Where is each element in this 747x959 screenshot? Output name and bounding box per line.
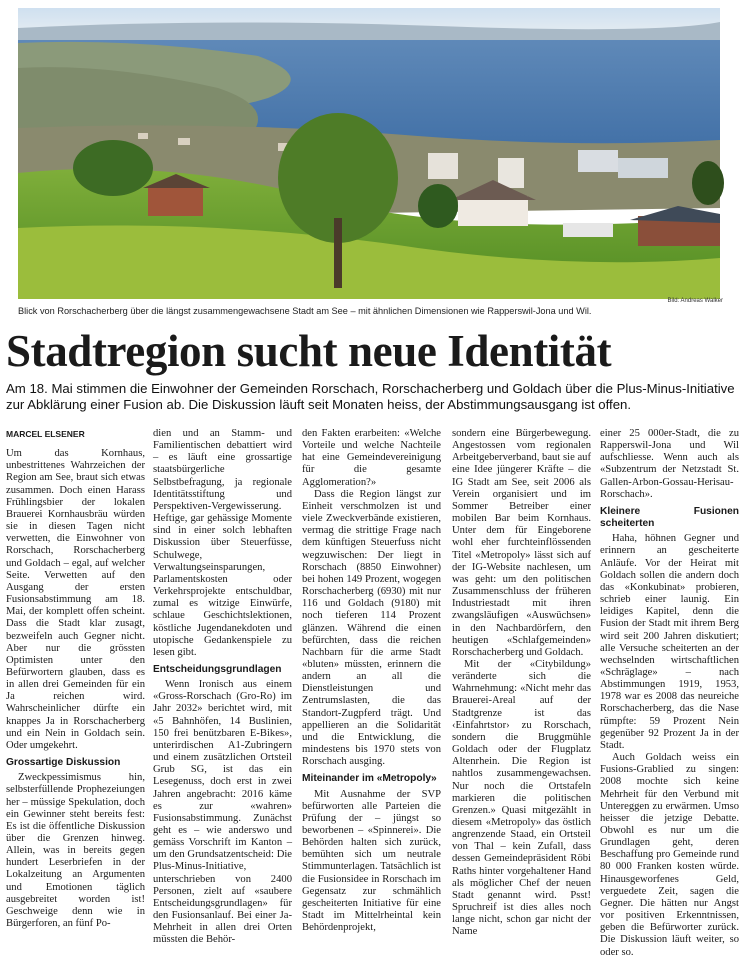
paragraph: dien und an Stamm- und Familientischen debattiert wird – es läuft eine grossartige staatsbürgerliche Selbstbefragung, ja regionale Identitätsstiftung und Perspektiven-Vergewisserung. Heftige, gar gehässige Momente sind in einer solch lebhaften Diskussion über Steuerfüsse, Schulwege, Verwaltungseinsparungen, Parlamentskosten oder Verkehrsprojekte entschuldbar, zumal es witzige Einwürfe, schlaue Geschichtslektionen, köstliche Jugendanekdoten und utopische Gedankenspiele zu lesen gibt. [153,428,292,658]
subheading: Grossartige Diskussion [6,757,121,769]
subheading: Entscheidungsgrundlagen [153,663,282,675]
column-3 [302,428,441,934]
paragraph: Haha, höhnen Gegner und erinnern an gescheiterte Anläufe. Vor der Heirat mit Goldach sollen die andern doch das «Konkubinat» probieren, schrieb einer launig. Ein leidiges Kapitel, denn die Fusion der Stadt mit ihrem Berg wird seit 200 Jahren diskutiert; alle Versuche scheiterten an der wechselnden wirtschaftlichen «Schräglage» – nach Abstimmungen 1919, 1953, 1978 war es 2008 das neureiche Rorschacherberg, das die Nase rümpfte: 59 Prozent Nein gegenüber 92 Prozent Ja in der Stadt. [600,533,739,751]
paragraph: Zweckpessimismus hin, selbsterfüllende Prophezeiungen her – müssige Spekulation, doch ein Gewinner steht bereits fest: Es ist die öffentliche Diskussion über die Grenzen hinweg. Allein, was in bereits gegen hundert Leserbriefen in der Lokalzeitung an Argumenten und Emotionen täglich ausgebreitet worden ist! Geschweige denn wie in Bürgerforen, an fünf Po- [6,772,145,930]
paragraph: einer 25 000er-Stadt, die zu Rapperswil-Jona und Wil aufschliesse. Wenn auch als «Subzentrum der Netzstadt St. Gallen-Arbon-Gossau-Herisau-Rorschach». [600,428,739,500]
column-1 [6,428,145,930]
photo-credit: Bild: Andreas Walker [667,298,723,304]
paragraph: sondern eine Bürgerbewegung. Angestossen vom regionalen Arbeitgeberverband, baut sie auf eine Idee jüngerer Kräfte – die IG Stadt am See, seit 2006 als Verein organisiert und im Sommer Betreiber einer mobilen Bar beim Kornhaus. Unter dem für Eingeborene wohl eher furchteinflössenden Titel «Metropoly» lässt sich auf der IG-Website nachlesen, um was geht: um den politischen Zusammenschluss der früheren Industriestadt mit ihren zwangsläufigen «Auswüchsen» in den Nachbardörfern, den heutigen «Schlafgemeinden» Rorschacherberg und Goldach. [452,428,591,658]
paragraph: den Fakten erarbeiten: «Welche Vorteile und welche Nachteile hat eine Gemeindevereinigung für die gesamte Agglomeration?» [302,428,441,488]
paragraph: Wenn Ironisch aus einem «Gross-Rorschach (Gro-Ro) im Jahr 2032» berichtet wird, mit «5 Bahnhöfen, 14 Buslinien, 150 frei benützbaren E-Bikes», unterirdischen A1-Zubringern und einem zusätzlichen Ortsteil Grub SG, ist das ein Lesegenuss, doch erst in zwei Jahren angebracht: 2016 käme es zur «wahren» Fusionsabstimmung. Zunächst geht es – wie anderswo und gemäss Vorschrift im Kanton – um den Grundsatzentscheid: Die Plus-Minus-Initiative, unterschrieben von 2400 Personen, zielt auf «saubere Entscheidungsgrundlagen» für den Fusionsanlauf. Bei einer Ja-Mehrheit in allen drei Orten müssten die Behör- [153,679,292,946]
photo-caption: Blick von Rorschacherberg über die längst zusammengewachsene Stadt am See – mit ähnlichen Dimensionen wie Rapperswil-Jona und Wil. [18,306,592,316]
paragraph: Dass die Region längst zur Einheit verschmolzen ist und viele Zweckverbände existieren, vermag die strittige Frage nach dem künftigen Steuerfuss nicht wegzuwischen: Der liegt in Rorschach (8850 Einwohner) bei hohen 149 Prozent, wogegen Rorschacherberg (6930) mit nur 116 und Goldach (9180) mit noch tieferen 114 Prozent glänzen. Während die einen befürchten, dass die reichen Nachbarn für die arme Stadt «bluten» müssten, erinnern die andern an all die Dienstleistungen und Zentrumslasten, die das Standort-Zugpferd trägt. Und appellieren an die Solidarität und die Entwicklung, die mindestens bis 1970 stets von Rorschach ausging. [302,488,441,768]
lead-paragraph: Am 18. Mai stimmen die Einwohner der Gemeinden Rorschach, Rorschacherberg und Goldach über die Plus-Minus-Initiative zur Abklärung einer Fusion ab. Die Diskussion läuft seit Monaten heiss, der Abstimmungsausgang ist offen. [6,381,735,412]
paragraph: Um das Kornhaus, unbestrittenes Wahrzeichen der Region am See, braut sich etwas zusammen. Doch einen Harass Frühlingsbier der lokalen Brauerei Kornhausbräu würden sie in diesen Tagen nicht verwetten, die Einwohner von Rorschach, Rorschacherberg und Goldach – egal, auf welcher Seite. Verwetten auf den Ausgang der ersten Fusionsabstimmung am 18. Mai, der komplett offen scheint. Dass die Stadt klar zusagt, bezweifeln auch Gegner nicht. Aber nur die grössten Optimisten unter den Befürwortern glauben, dass es in allen drei Gemeinden für ein Ja reichen wird. Wahrscheinlicher dürfte ein knappes Ja in Rorschacherberg und ein Nein in Goldach sein. Oder umgekehrt. [6,448,145,751]
landscape-photo [18,8,720,299]
column-5 [600,428,739,958]
headline: Stadtregion sucht neue Identität [6,326,612,376]
paragraph: Mit der «Citybildung» veränderte sich die Wahrnehmung: «Nicht mehr das Brauerei-Areal auf der Stadtgrenze ist das ‹Einfahrtstor› zu Rorschach, sondern die Bruggmühle Goldach oder der Flugplatz Altenrhein. Die Region ist nahtlos zusammengewachsen. Nur noch die Ortstafeln markieren die politischen Grenzen.» Quasi mitgezählt in diesem «Metropoly» das östlich angrenzende Staad, ein Ortsteil von Thal – kein Zufall, dass dessen Gemeindepräsident Röbi Raths hinter vorgehaltener Hand als möglicher Chef der neuen Stadt genannt wird. Psst! Spruchreif ist dies alles noch lange nicht, schon gar nicht der Name [452,658,591,938]
column-2 [153,428,292,946]
paragraph: Auch Goldach weiss ein Fusions-Grablied zu singen: 2008 mochte sich keine Mehrheit für den Verbund mit Untereggen zu erwärmen. Umso heisser die jetzige Debatte. Obwohl es nur um die Grundlagen geht, deren Beschaffung pro Gemeinde rund 80 000 Franken kosten würde. Hinausgeworfenes Geld, verguedete Zeit, sagen die Gegner. Die hätten nur Angst vor positiven Erkenntnissen, geben die Befürworter zurück. Die Diskussion läuft weiter, so oder so. [600,752,739,958]
author: MARCEL ELSENER [6,429,85,439]
paragraph: Mit Ausnahme der SVP befürworten alle Parteien die Prüfung der – jüngst so beworbenen – «Spinnerei». Die Behörden halten sich zurück, bemühten sich um neutrale Stimmunterlagen. Tatsächlich ist die Fusionsidee in Rorschach im Gegensatz zur schmählich gescheiterten Initiative für eine Stadt im Mittelrheintal kein Behördenprojekt, [302,788,441,934]
subheading: Miteinander im «Metropoly» [302,773,437,785]
subheading: Kleinere Fusionen scheiterten [600,505,739,530]
column-4 [452,428,591,938]
